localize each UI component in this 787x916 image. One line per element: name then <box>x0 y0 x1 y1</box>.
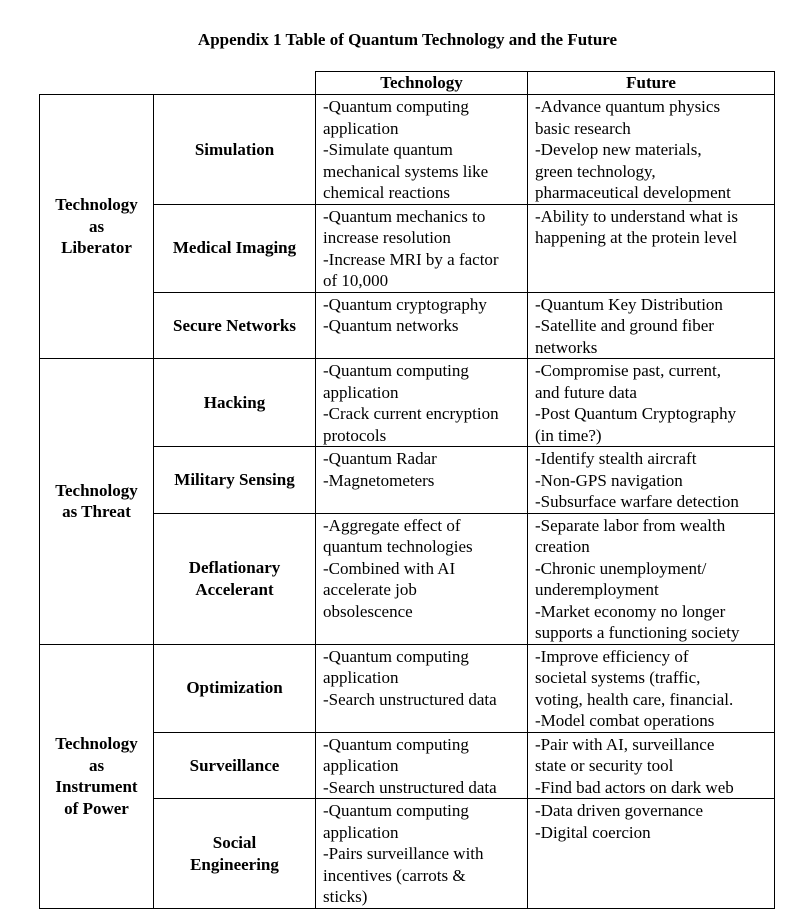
technology-line: application <box>323 822 399 842</box>
subcategory-label-line: Optimization <box>186 678 283 698</box>
technology-line: -Quantum computing <box>323 97 469 116</box>
category-label-line: as <box>88 216 105 236</box>
technology-cell <box>316 95 528 205</box>
subcategory-label-line: Hacking <box>203 392 266 412</box>
technology-cell <box>316 359 528 447</box>
future-line: -Identify stealth aircraft <box>535 449 697 468</box>
technology-line: application <box>323 118 399 138</box>
page-title: Appendix 1 Table of Quantum Technology and the Future <box>197 30 618 49</box>
future-cell <box>528 95 775 205</box>
future-line: creation <box>535 537 590 556</box>
future-line: (in time?) <box>535 425 602 445</box>
technology-line: chemical reactions <box>323 183 450 202</box>
technology-line: protocols <box>323 425 387 445</box>
future-cell <box>528 799 775 909</box>
technology-line: obsolescence <box>323 601 413 621</box>
future-line: pharmaceutical development <box>535 183 731 202</box>
technology-cell <box>316 513 528 644</box>
subcategory-cell <box>154 95 316 205</box>
table-body <box>40 95 775 909</box>
future-line: underemployment <box>535 580 659 599</box>
technology-line: -Quantum mechanics to <box>323 206 486 226</box>
subcategory-cell <box>154 799 316 909</box>
future-line: green technology, <box>535 161 656 181</box>
category-label-line: as Threat <box>62 502 131 522</box>
subcategory-label-line: Accelerant <box>195 579 274 599</box>
table-row <box>40 359 775 447</box>
technology-line: -Simulate quantum <box>323 140 453 159</box>
future-cell <box>528 447 775 514</box>
category-label-line: Technology <box>55 480 138 500</box>
future-line: societal systems (traffic, <box>535 668 701 687</box>
technology-line: -Aggregate effect of <box>323 515 461 535</box>
technology-cell <box>316 732 528 799</box>
technology-line: -Increase MRI by a factor <box>323 249 499 269</box>
subcategory-label-line: Social <box>212 833 257 852</box>
technology-cell <box>316 799 528 909</box>
future-line: -Data driven governance <box>535 801 704 820</box>
future-line: -Model combat operations <box>535 711 715 730</box>
subcategory-cell <box>154 447 316 514</box>
future-cell <box>528 732 775 799</box>
future-line: networks <box>535 337 598 357</box>
future-line: -Develop new materials, <box>535 140 702 159</box>
future-line: -Compromise past, current, <box>535 361 722 380</box>
category-label-line: of Power <box>64 798 129 818</box>
subcategory-cell <box>154 292 316 359</box>
future-cell <box>528 644 775 732</box>
technology-line: application <box>323 756 399 775</box>
future-line: -Non-GPS navigation <box>535 470 683 490</box>
technology-line: -Quantum computing <box>323 734 469 754</box>
future-line: and future data <box>535 382 637 402</box>
table-row <box>40 95 775 205</box>
technology-line: application <box>323 668 399 687</box>
subcategory-label-line: Surveillance <box>189 755 280 775</box>
technology-line: -Quantum computing <box>323 801 469 820</box>
subcategory-cell <box>154 644 316 732</box>
technology-line: -Quantum Radar <box>323 449 437 468</box>
subcategory-label-line: Medical Imaging <box>172 238 297 258</box>
technology-line: -Quantum cryptography <box>323 294 487 314</box>
category-label-line: Liberator <box>61 238 132 258</box>
technology-line: quantum technologies <box>323 537 473 556</box>
future-line: -Digital coercion <box>535 822 651 842</box>
subcategory-label-line: Secure Networks <box>173 315 296 335</box>
category-label-line: as <box>88 755 105 775</box>
technology-line: of 10,000 <box>323 271 389 290</box>
future-line: -Improve efficiency of <box>535 646 689 666</box>
technology-line: -Combined with AI <box>323 558 456 578</box>
technology-cell <box>316 292 528 359</box>
future-cell <box>528 359 775 447</box>
future-line: basic research <box>535 118 631 138</box>
table-header-row <box>40 72 775 95</box>
subcategory-label-line: Military Sensing <box>174 470 295 489</box>
header-blank-cell <box>40 72 316 95</box>
technology-line: -Quantum networks <box>323 316 459 335</box>
future-line: -Chronic unemployment/ <box>535 558 707 578</box>
table-row <box>40 644 775 732</box>
column-header-technology: Technology <box>316 72 528 95</box>
category-label-line: Instrument <box>55 777 138 797</box>
subcategory-cell <box>154 732 316 799</box>
future-line: -Quantum Key Distribution <box>535 294 723 314</box>
subcategory-cell <box>154 204 316 292</box>
future-line: state or security tool <box>535 756 674 775</box>
technology-line: -Quantum computing <box>323 361 469 380</box>
technology-line: -Magnetometers <box>323 470 435 490</box>
technology-line: incentives (carrots & <box>323 865 466 885</box>
subcategory-label-line: Simulation <box>194 139 275 159</box>
technology-cell <box>316 447 528 514</box>
subcategory-cell <box>154 359 316 447</box>
future-line: -Subsurface warfare detection <box>535 492 739 511</box>
future-cell <box>528 513 775 644</box>
category-label-line: Technology <box>55 734 138 754</box>
future-cell <box>528 204 775 292</box>
category-label-line: Technology <box>55 195 138 215</box>
future-line: happening at the protein level <box>535 228 738 247</box>
future-cell <box>528 292 775 359</box>
technology-cell <box>316 644 528 732</box>
technology-line: -Quantum computing <box>323 646 469 666</box>
technology-line: -Pairs surveillance with <box>323 844 484 863</box>
technology-line: -Search unstructured data <box>323 689 497 709</box>
subcategory-cell <box>154 513 316 644</box>
category-cell <box>40 644 154 909</box>
future-line: -Market economy no longer <box>535 601 726 621</box>
future-line: -Ability to understand what is <box>535 206 739 226</box>
technology-cell <box>316 204 528 292</box>
future-line: -Find bad actors on dark web <box>535 777 734 797</box>
technology-line: sticks) <box>323 887 368 906</box>
subcategory-label-line: Deflationary <box>188 558 281 577</box>
technology-line: increase resolution <box>323 228 451 247</box>
technology-line: application <box>323 382 399 402</box>
category-cell <box>40 359 154 645</box>
future-line: voting, health care, financial. <box>535 689 734 709</box>
future-line: supports a functioning society <box>535 623 740 642</box>
quantum-technology-table <box>39 71 775 909</box>
category-cell <box>40 95 154 359</box>
future-line: -Post Quantum Cryptography <box>535 404 737 423</box>
column-header-future: Future <box>528 72 775 95</box>
future-line: -Separate labor from wealth <box>535 515 726 535</box>
future-line: -Satellite and ground fiber <box>535 316 714 335</box>
technology-line: -Search unstructured data <box>323 777 497 797</box>
future-line: -Pair with AI, surveillance <box>535 734 715 754</box>
technology-line: accelerate job <box>323 580 417 599</box>
technology-line: -Crack current encryption <box>323 404 499 423</box>
subcategory-label-line: Engineering <box>190 854 279 874</box>
technology-line: mechanical systems like <box>323 161 489 181</box>
future-line: -Advance quantum physics <box>535 97 721 116</box>
